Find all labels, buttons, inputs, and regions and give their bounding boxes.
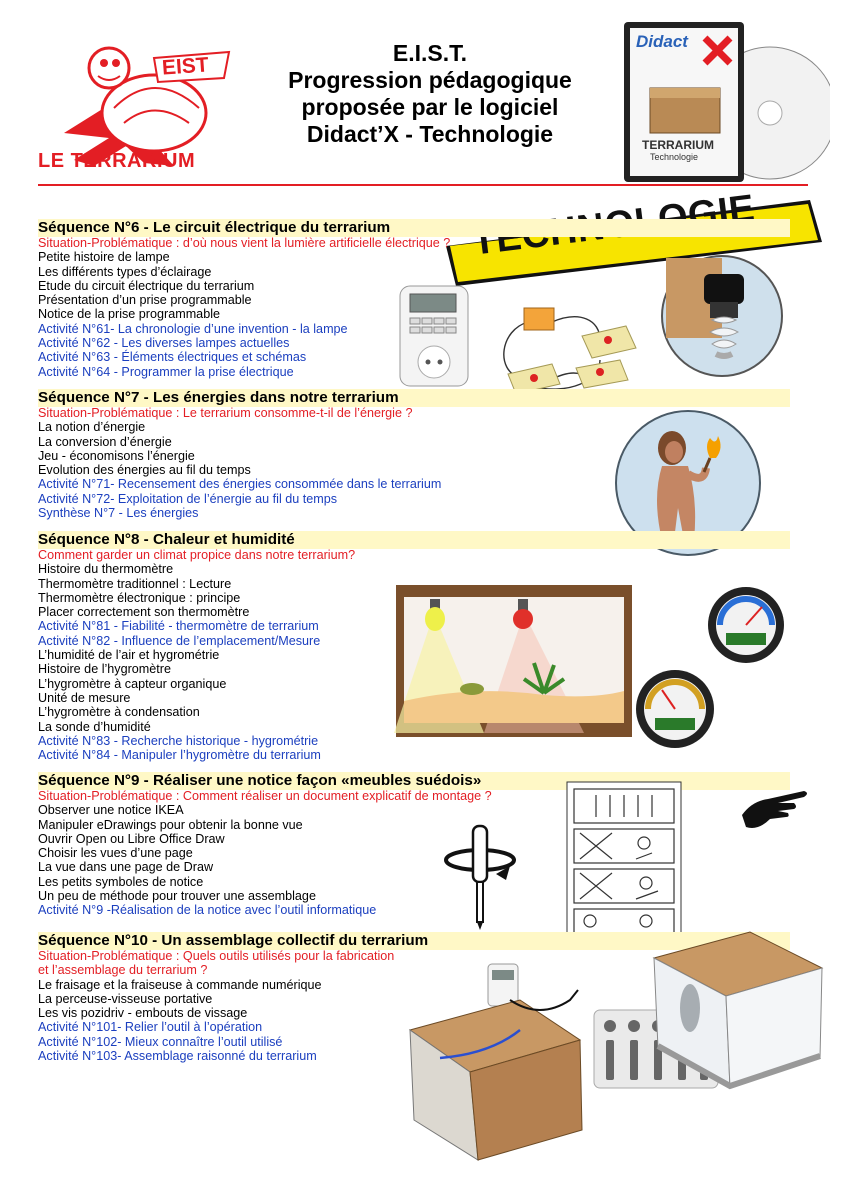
activity-item: Activité N°62 - Les diverses lampes actuelles [38, 336, 290, 351]
list-item: La sonde d’humidité [38, 719, 151, 734]
sequence-title: Séquence N°10 - Un assemblage collectif du terrarium [38, 932, 429, 949]
activity-item: Activité N°72- Exploitation de l’énergie au fil du temps [38, 491, 338, 506]
list-item: Jeu - économisons l’énergie [38, 448, 195, 463]
sequence-title: Séquence N°8 - Chaleur et humidité [38, 531, 295, 548]
sequence-problem: Situation-Problématique : Quels outils utilisés pour la fabrication [38, 949, 395, 963]
finished-terrarium-image [650, 928, 826, 1096]
list-item: Histoire du thermomètre [38, 562, 174, 577]
activity-item: Activité N°71- Recensement des énergies consommée dans le terrarium [38, 477, 442, 492]
sequence-problem: et l’assemblage du terrarium ? [38, 963, 208, 978]
hygrometer-gauge-image [634, 668, 716, 750]
list-item: La vue dans une page de Draw [38, 860, 214, 875]
activity-item: Activité N°81 - Fiabilité - thermomètre de terrarium [38, 619, 319, 634]
list-item: Unité de mesure [38, 690, 131, 705]
list-item: La perceuse-visseuse portative [38, 991, 213, 1006]
sequence-10 [38, 932, 428, 1063]
title-line: proposée par le logiciel [301, 94, 559, 120]
terrarium-lamps-image [394, 583, 634, 741]
logo-badge: EIST [161, 53, 210, 80]
activity-item: Activité N°101- Relier l’outil à l’opération [38, 1020, 263, 1035]
sequence-problem: Situation-Problématique : Comment réaliser un document explicatif de montage ? [38, 789, 492, 803]
activity-item: Activité N°84 - Manipuler l’hygromètre du terrarium [38, 748, 321, 763]
activity-item: Activité N°63 - Éléments électriques et schémas [38, 350, 307, 365]
sequence-title: Séquence N°6 - Le circuit électrique du terrarium [38, 219, 391, 236]
activity-item: Activité N°61- La chronologie d’une invention - la lampe [38, 321, 348, 336]
title-line: Didact’X - Technologie [306, 121, 554, 147]
list-item: L’hygromètre à condensation [38, 705, 200, 720]
list-item: Ouvrir Open ou Libre Office Draw [38, 831, 225, 846]
list-item: Evolution des énergies au fil du temps [38, 463, 251, 478]
logo-text: LE TERRARIUM [38, 150, 196, 172]
list-item: La notion d’énergie [38, 420, 146, 435]
activity-item: Activité N°9 -Réalisation de la notice avec l’outil informatique [38, 903, 377, 918]
terrarium-assembly-image [400, 960, 590, 1170]
list-item: Les vis pozidriv - embouts de vissage [38, 1006, 248, 1021]
programmable-plug-image [396, 284, 472, 390]
list-item: Manipuler eDrawings pour obtenir la bonne vue [38, 817, 303, 832]
list-item: Observer une notice IKEA [38, 803, 184, 818]
list-item: Les petits symboles de notice [38, 874, 204, 889]
activity-item: Activité N°103- Assemblage raisonné du terrarium [38, 1049, 317, 1064]
list-item: Les différents types d’éclairage [38, 264, 212, 279]
pointing-hand-icon [738, 785, 810, 833]
sequence-problem: Situation-Problématique : Le terrarium consomme-t-il de l’énergie ? [38, 406, 413, 420]
list-item: Placer correctement son thermomètre [38, 605, 250, 620]
sequence-9 [38, 772, 492, 918]
sequence-8 [38, 531, 355, 762]
page-title [245, 40, 615, 148]
list-item: L’humidité de l’air et hygrométrie [38, 648, 220, 663]
sequence-problem: Comment garder un climat propice dans notre terrarium? [38, 548, 356, 562]
list-item: Etude du circuit électrique du terrarium [38, 278, 255, 293]
title-line: Progression pédagogique [288, 67, 572, 93]
sequence-title: Séquence N°9 - Réaliser une notice façon «meubles suédois» [38, 772, 482, 789]
lamp-socket-image [660, 254, 784, 378]
list-item: L’hygromètre à capteur organique [38, 676, 227, 691]
list-item: Thermomètre électronique : principe [38, 590, 241, 605]
list-item: Un peu de méthode pour trouver une assemblage [38, 889, 316, 904]
list-item: Choisir les vues d’une page [38, 846, 193, 861]
cd-brand: Didact [636, 32, 688, 51]
header-divider [38, 184, 808, 186]
activity-item: Activité N°64 - Programmer la prise électrique [38, 364, 294, 379]
activity-item: Activité N°82 - Influence de l’emplacement/Mesure [38, 633, 321, 648]
sequence-problem: Situation-Problématique : d’où nous vient la lumière artificielle électrique ? [38, 236, 451, 250]
activity-item: Synthèse N°7 - Les énergies [38, 506, 199, 521]
activity-item: Activité N°83 - Recherche historique - hygrométrie [38, 733, 319, 748]
activity-item: Activité N°102- Mieux connaître l’outil utilisé [38, 1034, 283, 1049]
list-item: Le fraisage et la fraiseuse à commande numérique [38, 977, 322, 992]
list-item: Présentation d’un prise programmable [38, 293, 252, 308]
list-item: La conversion d’énergie [38, 434, 172, 449]
thermometer-gauge-image [706, 585, 786, 665]
title-line: E.I.S.T. [392, 40, 468, 66]
list-item: Thermomètre traditionnel : Lecture [38, 576, 232, 591]
screwdriver-rotation-icon [440, 822, 520, 932]
cd-product: TERRARIUM [642, 138, 714, 152]
ikea-notice-image [566, 781, 682, 949]
cd-subtitle: Technologie [650, 152, 699, 162]
list-item: Petite histoire de lampe [38, 250, 170, 265]
list-item: Notice de la prise programmable [38, 307, 220, 322]
sequence-title: Séquence N°7 - Les énergies dans notre terrarium [38, 389, 399, 406]
list-item: Histoire de l’hygromètre [38, 662, 171, 677]
sequence-7 [38, 389, 441, 520]
